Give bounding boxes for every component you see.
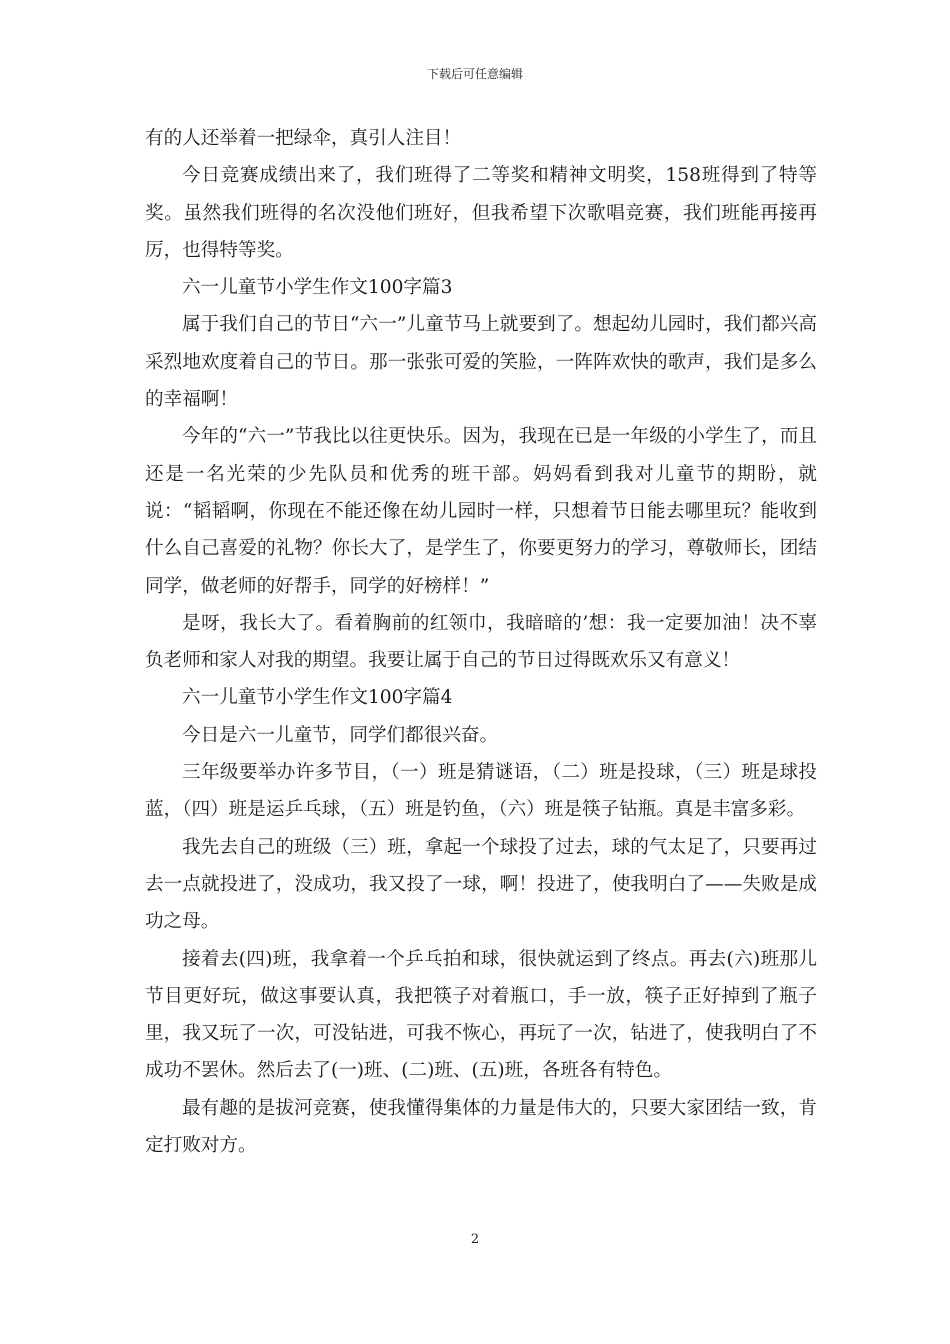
paragraph: 属于我们自己的节日“六一”儿童节马上就要到了。想起幼儿园时，我们都兴高采烈地欢度着自己的节日。那一张张可爱的笑脸，一阵阵欢快的歌声，我们是多么的幸福啊！: [145, 314, 817, 411]
paragraph: 接着去(四)班，我拿着一个乒乓拍和球，很快就运到了终点。再去(六)班那儿节目更好玩，做这事要认真，我把筷子对着瓶口，手一放，筷子正好掉到了瓶子里，我又玩了一次，可没钻进，可我不恢心，再玩了一次，钻进了，使我明白了不成功不罢休。然后去了(一)班、(二)班、(五)班，各班各有特色。: [145, 948, 817, 1082]
section-heading: 六一儿童节小学生作文100字篇4: [182, 687, 453, 709]
paragraph: 最有趣的是拔河竞赛，使我懂得集体的力量是伟大的，只要大家团结一致，肯定打败对方。: [145, 1097, 817, 1157]
paragraph: 我先去自己的班级（三）班，拿起一个球投了过去，球的气太足了，只要再过去一点就投进了，没成功，我又投了一球，啊！投进了，使我明白了——失败是成功之母。: [145, 836, 817, 933]
paragraph: 有的人还举着一把绿伞，真引人注目！: [145, 128, 462, 149]
page-header: 下载后可任意编辑: [426, 67, 523, 81]
page-number: 2: [470, 1232, 480, 1247]
paragraph: 今日竞赛成绩出来了，我们班得了二等奖和精神文明奖，158班得到了特等奖。虽然我们班得的名次没他们班好，但我希望下次歌唱竞赛，我们班能再接再厉，也得特等奖。: [145, 165, 817, 261]
document-body: [145, 120, 817, 1164]
section-heading: 六一儿童节小学生作文100字篇3: [182, 277, 453, 299]
paragraph: 今日是六一儿童节，同学们都很兴奋。: [182, 724, 499, 746]
paragraph: 今年的“六一”节我比以往更快乐。因为，我现在已是一年级的小学生了，而且还是一名光荣的少先队员和优秀的班干部。妈妈看到我对儿童节的期盼，就说：“韬韬啊，你现在不能还像在幼儿园时一样，只想着节日能去哪里玩？能收到什么自己喜爱的礼物？你长大了，是学生了，你要更努力的学习，尊敬师长，团结同学，做老师的好帮手，同学的好榜样！”: [145, 426, 817, 597]
paragraph: 三年级要举办许多节目，（一）班是猜谜语，（二）班是投球，（三）班是球投蓝，（四）班是运乒乓球，（五）班是钓鱼，（六）班是筷子钻瓶。真是丰富多彩。: [145, 762, 817, 821]
paragraph: 是呀，我长大了。看着胸前的红领巾，我暗暗的’想：我一定要加油！决不辜负老师和家人对我的期望。我要让属于自己的节日过得既欢乐又有意义！: [145, 612, 817, 672]
